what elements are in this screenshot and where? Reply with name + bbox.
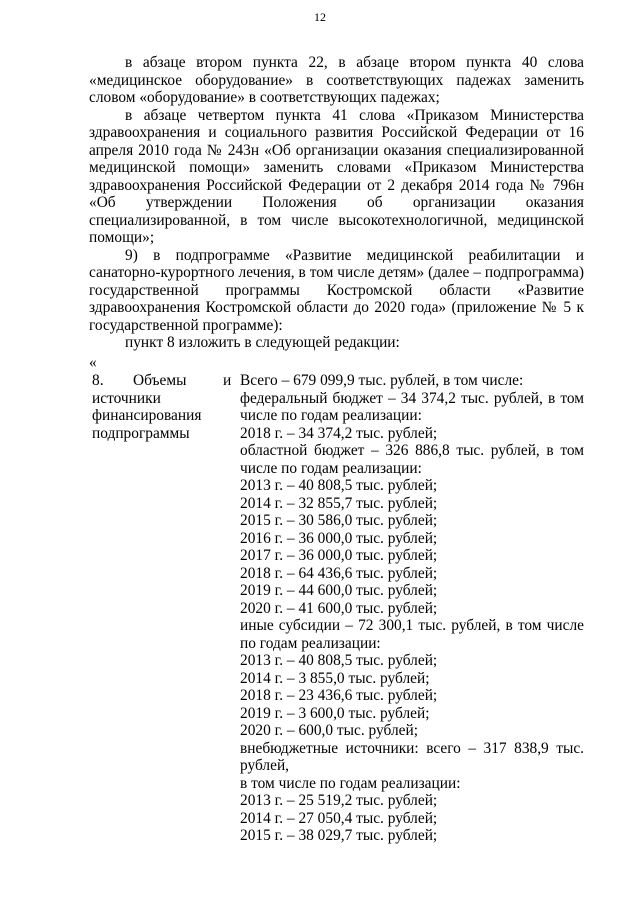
- row-label-rest: источники финансирования подпрограммы: [92, 389, 202, 442]
- extra-years: [240, 792, 584, 845]
- year-line: 2019 г. – 44 600,0 тыс. рублей;: [240, 582, 438, 599]
- year-line: 2018 г. – 64 436,6 тыс. рублей;: [240, 564, 438, 582]
- paragraph: в абзаце четвертом пункта 41 слова «Приказом Министерства здравоохранения и социального развития Российской Федерации от 16 апреля 2010 года № 243н «Об организации оказания специализированной медицинской помощи» заменить словами «Приказом Министерства здравоохранения Российской Федерации от 2 декабря 2014 года № 796н «Об утверждении Положения об организации оказания специализированной, в том числе высокотехнологичной, медицинской помощи»;: [89, 106, 584, 246]
- funding-details: [240, 372, 584, 845]
- funding-table: [89, 372, 584, 852]
- page-number: 12: [314, 10, 326, 24]
- year-line: 2014 г. – 3 855,0 тыс. рублей;: [240, 669, 430, 687]
- row-number: 8.: [92, 372, 104, 389]
- year-line: 2016 г. – 36 000,0 тыс. рублей;: [240, 529, 438, 547]
- other-header: иные субсидии – 72 300,1 тыс. рублей, в том числе по годам реализации:: [240, 617, 584, 652]
- year-line: 2013 г. – 25 519,2 тыс. рублей;: [240, 792, 438, 809]
- total-line: Всего – 679 099,9 тыс. рублей, в том числе:: [240, 372, 524, 389]
- year-line: 2019 г. – 3 600,0 тыс. рублей;: [240, 704, 430, 722]
- extra-sub: в том числе по годам реализации:: [240, 774, 461, 792]
- document-body: [89, 54, 584, 852]
- row-label-first: Объемы: [133, 372, 187, 389]
- year-line: 2015 г. – 30 586,0 тыс. рублей;: [240, 512, 438, 529]
- paragraph: пункт 8 изложить в следующей редакции:: [125, 334, 400, 351]
- regional-years: [240, 477, 584, 617]
- paragraph: в абзаце втором пункта 22, в абзаце втором пункта 40 слова «медицинское оборудование» в соответствующих падежах заменить словом «оборудование» в соответствующих падежах;: [89, 54, 584, 106]
- year-line: 2018 г. – 23 436,6 тыс. рублей;: [240, 687, 438, 704]
- federal-header: федеральный бюджет – 34 374,2 тыс. рублей, в том числе по годам реализации:: [240, 389, 584, 424]
- year-line: 2020 г. – 600,0 тыс. рублей;: [240, 722, 418, 739]
- open-quote: «: [89, 353, 97, 371]
- year-line: 2014 г. – 27 050,4 тыс. рублей;: [240, 809, 438, 827]
- year-line: 2020 г. – 41 600,0 тыс. рублей;: [240, 599, 438, 617]
- federal-years: [240, 425, 584, 443]
- year-line: 2015 г. – 38 029,7 тыс. рублей;: [240, 827, 438, 844]
- year-line: 2018 г. – 34 374,2 тыс. рублей;: [240, 424, 438, 442]
- year-line: 2013 г. – 40 808,5 тыс. рублей;: [240, 477, 438, 494]
- paragraph: 9) в подпрограмме «Развитие медицинской реабилитации и санаторно-курортного лечения, в том числе детям» (далее – подпрограмма) государственной программы Костромской области «Развитие здравоохранения Костромской области до 2020 года» (приложение № 5 к государственной программе):: [89, 246, 584, 334]
- year-line: 2014 г. – 32 855,7 тыс. рублей;: [240, 494, 438, 512]
- year-line: 2017 г. – 36 000,0 тыс. рублей;: [240, 547, 438, 564]
- row-label-conj: и: [223, 372, 232, 389]
- regional-header: областной бюджет – 326 886,8 тыс. рублей, в том числе по годам реализации:: [240, 442, 584, 477]
- other-years: [240, 652, 584, 740]
- year-line: 2013 г. – 40 808,5 тыс. рублей;: [240, 652, 438, 669]
- extra-header: внебюджетные источники: всего – 317 838,9 тыс. рублей,: [240, 739, 584, 774]
